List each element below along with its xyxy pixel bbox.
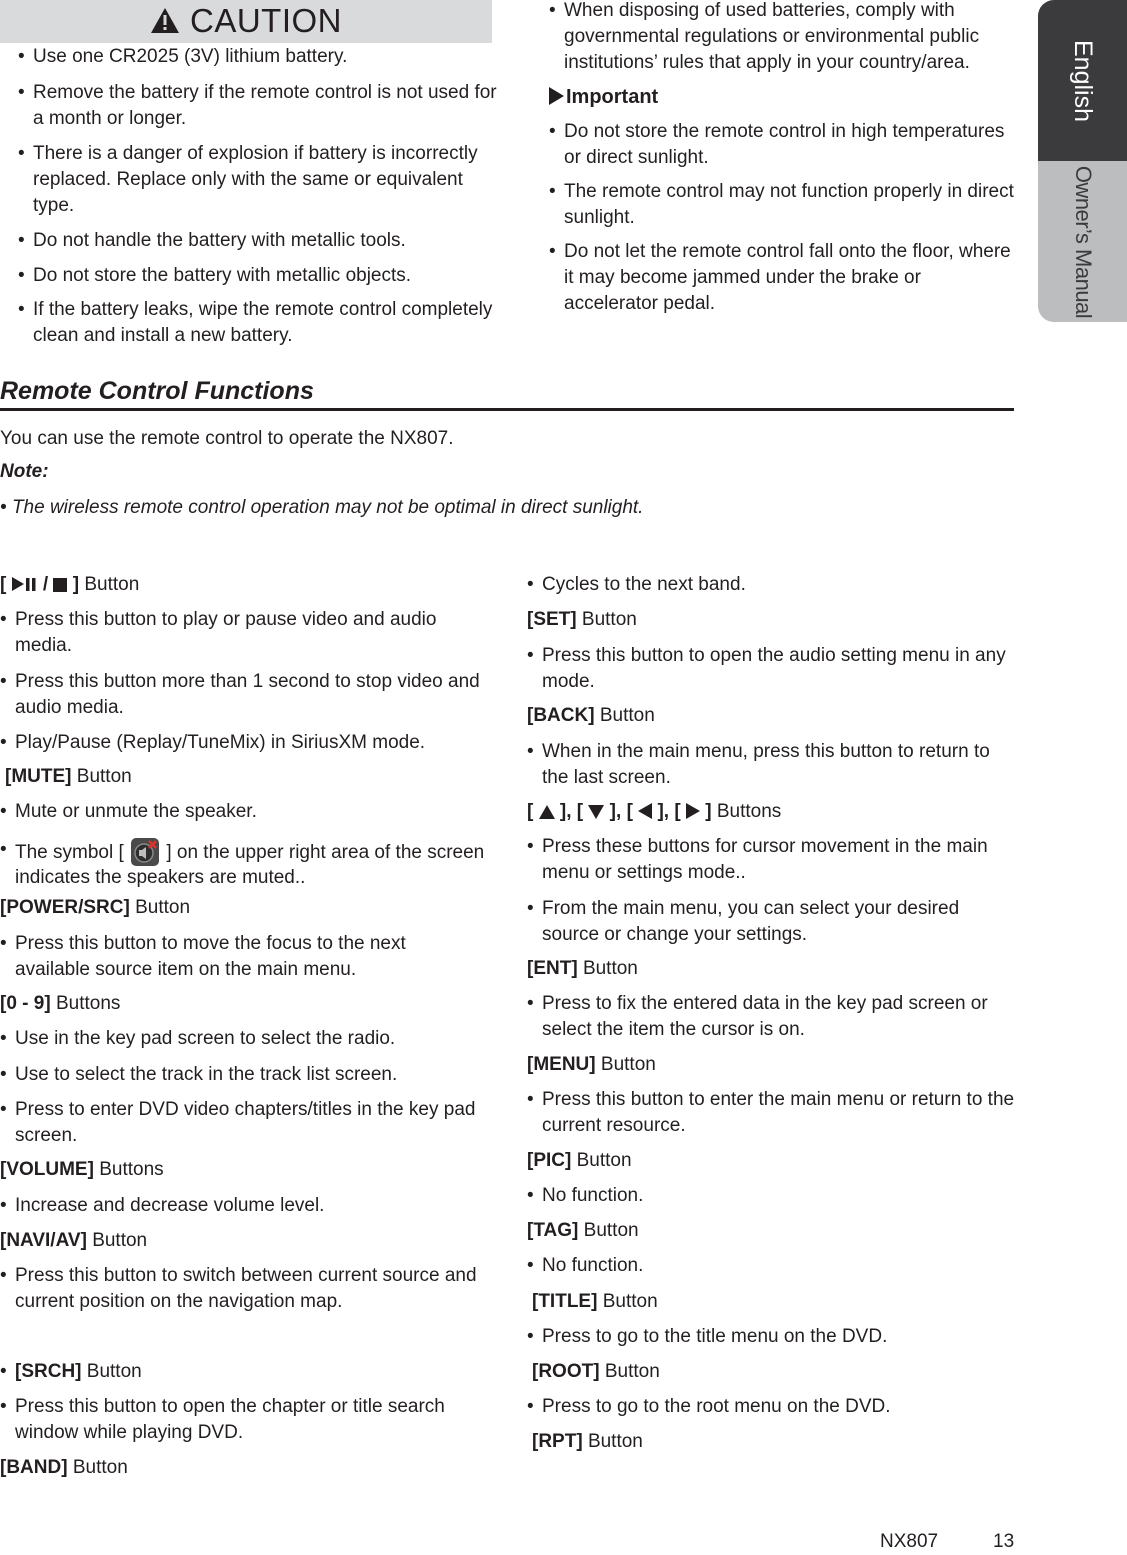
arrow-buttons-heading: [ ], [ ], [ ], [ ] Buttons bbox=[527, 799, 781, 827]
list-item: • Press to go to the title menu on the DVD. bbox=[527, 1326, 888, 1347]
mute-heading: [MUTE] Button bbox=[5, 766, 132, 787]
list-item: • Press these buttons for cursor movement in the main menu or settings mode.. bbox=[527, 836, 988, 883]
volume-heading: [VOLUME] Buttons bbox=[0, 1159, 164, 1180]
caution-header bbox=[0, 0, 492, 43]
tab-owners-manual[interactable]: Owner’s Manual bbox=[1038, 161, 1127, 322]
number-buttons-heading: [0 - 9] Buttons bbox=[0, 993, 121, 1014]
list-item: • Press this button to open the chapter or title search window while playing DVD. bbox=[0, 1396, 445, 1443]
important-item: • Do not let the remote control fall onto the floor, where it may become jammed under the brake or accelerator pedal. bbox=[549, 241, 1011, 314]
warning-icon bbox=[150, 3, 180, 43]
root-heading: [ROOT] Button bbox=[532, 1361, 660, 1382]
caution-item: • If the battery leaks, wipe the remote control completely clean and install a new battery. bbox=[18, 299, 493, 346]
list-item: • Use in the key pad screen to select the radio. bbox=[0, 1028, 396, 1049]
page-number: 13 bbox=[993, 1531, 1015, 1552]
arrow-up-icon bbox=[539, 801, 555, 827]
speaker-muted-icon bbox=[131, 838, 159, 866]
caution-title bbox=[0, 1, 492, 43]
tag-heading: [TAG] Button bbox=[527, 1220, 639, 1241]
list-item: • Press this button more than 1 second to stop video and audio media. bbox=[0, 671, 480, 718]
srch-heading: • [SRCH] Button bbox=[0, 1361, 142, 1382]
arrow-right-icon bbox=[686, 801, 700, 827]
section-intro: You can use the remote control to operate the NX807. bbox=[0, 428, 454, 449]
section-divider bbox=[0, 408, 1014, 411]
note-label: Note: bbox=[0, 461, 49, 482]
important-heading: Important bbox=[549, 84, 658, 112]
menu-heading: [MENU] Button bbox=[527, 1054, 656, 1075]
list-item: • When in the main menu, press this button to return to the last screen. bbox=[527, 741, 990, 788]
navi-av-heading: [NAVI/AV] Button bbox=[0, 1230, 148, 1251]
title-heading: [TITLE] Button bbox=[532, 1291, 658, 1312]
list-item: • Press this button to play or pause video and audio media. bbox=[0, 609, 437, 656]
list-item: • Mute or unmute the speaker. bbox=[0, 801, 257, 822]
list-item: • The symbol [ ] on the upper right area of the screen indicates the speakers are muted.. bbox=[0, 839, 485, 888]
caution-item: • There is a danger of explosion if battery is incorrectly replaced. Replace only with the same or equivalent type. bbox=[18, 143, 478, 216]
power-src-heading: [POWER/SRC] Button bbox=[0, 897, 191, 918]
list-item: • Press this button to switch between current source and current position on the navigation map. bbox=[0, 1265, 477, 1312]
list-item: • Press to fix the entered data in the key pad screen or select the item the cursor is on. bbox=[527, 993, 988, 1040]
caution-item: • Do not handle the battery with metallic tools. bbox=[18, 230, 406, 251]
caution-label: CAUTION bbox=[190, 2, 342, 39]
caution-item: • Do not store the battery with metallic objects. bbox=[18, 265, 412, 286]
band-heading: [BAND] Button bbox=[0, 1457, 128, 1478]
list-item: • Increase and decrease volume level. bbox=[0, 1195, 325, 1216]
list-item: • Press to go to the root menu on the DVD. bbox=[527, 1396, 891, 1417]
caution-item: • Use one CR2025 (3V) lithium battery. bbox=[18, 46, 348, 67]
ent-heading: [ENT] Button bbox=[527, 958, 638, 979]
list-item: • Use to select the track in the track list screen. bbox=[0, 1064, 398, 1085]
list-item: • No function. bbox=[527, 1185, 644, 1206]
play-triangle-icon bbox=[549, 86, 564, 112]
list-item: • Press this button to open the audio setting menu in any mode. bbox=[527, 645, 1006, 692]
list-item: • No function. bbox=[527, 1255, 644, 1276]
play-pause-icon bbox=[12, 574, 38, 600]
important-item: • The remote control may not function properly in direct sunlight. bbox=[549, 181, 1014, 228]
list-item: • From the main menu, you can select your desired source or change your settings. bbox=[527, 898, 960, 945]
list-item: • Press this button to enter the main menu or return to the current resource. bbox=[527, 1089, 1015, 1136]
arrow-down-icon bbox=[588, 801, 604, 827]
pic-heading: [PIC] Button bbox=[527, 1150, 632, 1171]
arrow-left-icon bbox=[638, 801, 652, 827]
set-heading: [SET] Button bbox=[527, 609, 637, 630]
back-heading: [BACK] Button bbox=[527, 705, 655, 726]
section-title: Remote Control Functions bbox=[0, 377, 314, 405]
important-item: • Do not store the remote control in high temperatures or direct sunlight. bbox=[549, 121, 1005, 168]
note-item: • The wireless remote control operation may not be optimal in direct sunlight. bbox=[0, 497, 644, 518]
list-item: • Press this button to move the focus to the next available source item on the main menu. bbox=[0, 933, 406, 980]
footer-model: NX807 bbox=[880, 1531, 939, 1552]
list-item: • Press to enter DVD video chapters/titles in the key pad screen. bbox=[0, 1099, 476, 1146]
rpt-heading: [RPT] Button bbox=[532, 1431, 643, 1452]
list-item: • Cycles to the next band. bbox=[527, 574, 746, 595]
list-item: • Play/Pause (Replay/TuneMix) in SiriusXM mode. bbox=[0, 732, 426, 753]
stop-icon bbox=[53, 574, 67, 600]
caution-item: • Remove the battery if the remote control is not used for a month or longer. bbox=[18, 82, 497, 129]
play-pause-heading: [ / ] Button bbox=[0, 572, 139, 600]
tab-english[interactable]: English bbox=[1038, 0, 1127, 161]
disposal-item: • When disposing of used batteries, comply with governmental regulations or environmental public institutions’ rules that apply in your country/area. bbox=[549, 0, 980, 73]
